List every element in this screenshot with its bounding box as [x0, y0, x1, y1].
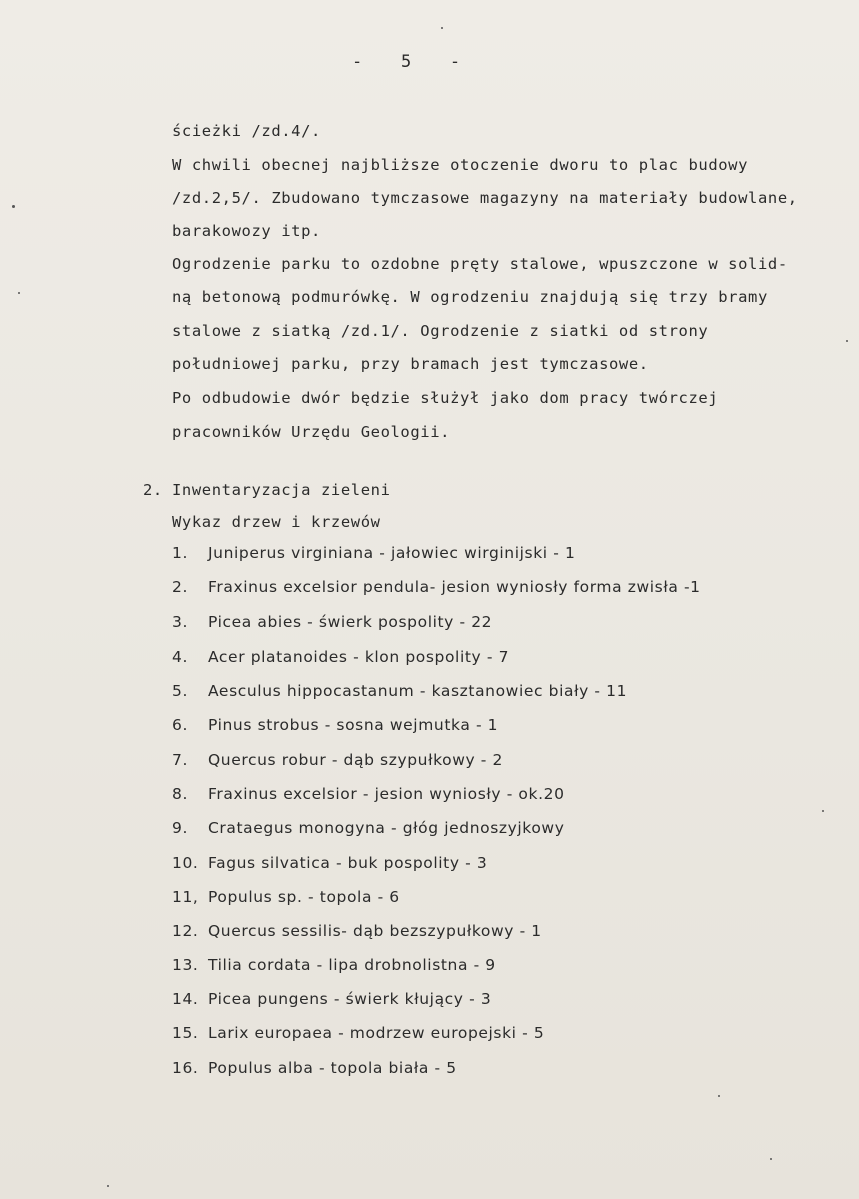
list-item-number: 9. — [172, 819, 188, 837]
paragraph-line: Po odbudowie dwór będzie służył jako dom pracy twórczej — [172, 389, 719, 407]
paragraph-line: ną betonową podmurówkę. W ogrodzeniu znajdują się trzy bramy — [172, 288, 768, 306]
list-item-number: 6. — [172, 716, 188, 734]
list-item-text: Juniperus virginiana - jałowiec wirginijski - 1 — [208, 544, 576, 562]
paper-speck — [18, 292, 20, 294]
paper-speck — [822, 810, 824, 812]
list-item-number: 13. — [172, 956, 199, 974]
list-item-text: Tilia cordata - lipa drobnolistna - 9 — [208, 956, 496, 974]
paper-speck — [441, 27, 443, 29]
list-item-text: Aesculus hippocastanum - kasztanowiec biały - 11 — [208, 682, 628, 700]
list-item — [172, 784, 565, 804]
list-item-text: Quercus robur - dąb szypułkowy - 2 — [208, 751, 503, 769]
list-item-number: 14. — [172, 990, 199, 1008]
list-item-number: 7. — [172, 751, 188, 769]
list-item-text: Acer platanoides - klon pospolity - 7 — [208, 648, 510, 666]
list-item-number: 1. — [172, 544, 188, 562]
list-item-text: Pinus strobus - sosna wejmutka - 1 — [208, 716, 499, 734]
list-item-number: 5. — [172, 682, 188, 700]
list-item-number: 4. — [172, 648, 188, 666]
list-item — [172, 989, 491, 1009]
section-subtitle: Wykaz drzew i krzewów — [172, 513, 381, 531]
list-item-text: Fraxinus excelsior - jesion wyniosły - ok.20 — [208, 785, 565, 803]
list-item-number: 16. — [172, 1059, 199, 1077]
list-item-text: Quercus sessilis- dąb bezszypułkowy - 1 — [208, 922, 542, 940]
list-item-text: Larix europaea - modrzew europejski - 5 — [208, 1024, 545, 1042]
paper-speck — [718, 1095, 720, 1097]
paper-speck — [846, 340, 848, 342]
list-item — [172, 921, 542, 941]
list-item-text: Fraxinus excelsior pendula- jesion wyniosły forma zwisła -1 — [208, 578, 701, 596]
paragraph-line: stalowe z siatką /zd.1/. Ogrodzenie z siatki od strony — [172, 322, 709, 340]
paragraph-line: barakowozy itp. — [172, 222, 321, 240]
section-number: 2. — [143, 481, 163, 499]
paragraph-line: /zd.2,5/. Zbudowano tymczasowe magazyny na materiały budowlane, — [172, 189, 798, 207]
list-item — [172, 818, 564, 838]
paper-speck — [770, 1158, 772, 1160]
list-item — [172, 1058, 457, 1078]
paper-speck — [12, 205, 15, 208]
list-item-number: 15. — [172, 1024, 199, 1042]
list-item-number: 11, — [172, 888, 199, 906]
list-item — [172, 715, 498, 735]
list-item — [172, 612, 492, 632]
list-item — [172, 853, 487, 873]
list-item-number: 3. — [172, 613, 188, 631]
list-item — [172, 543, 575, 563]
page-number: - 5 - — [352, 52, 463, 72]
paper-speck — [107, 1185, 109, 1187]
list-item-number: 2. — [172, 578, 188, 596]
list-item — [172, 887, 400, 907]
list-item-number: 12. — [172, 922, 199, 940]
list-item — [172, 577, 701, 597]
paragraph-line: ścieżki /zd.4/. — [172, 122, 321, 140]
paragraph-line: pracowników Urzędu Geologii. — [172, 423, 451, 441]
section-title: Inwentaryzacja zieleni — [172, 481, 391, 499]
paragraph-line: południowej parku, przy bramach jest tymczasowe. — [172, 355, 649, 373]
list-item — [172, 955, 496, 975]
list-item-text: Fagus silvatica - buk pospolity - 3 — [208, 854, 488, 872]
list-item-text: Picea pungens - świerk kłujący - 3 — [208, 990, 492, 1008]
list-item-text: Populus alba - topola biała - 5 — [208, 1059, 457, 1077]
list-item — [172, 1023, 544, 1043]
paragraph-line: W chwili obecnej najbliższe otoczenie dworu to plac budowy — [172, 156, 749, 174]
list-item-text: Populus sp. - topola - 6 — [208, 888, 400, 906]
list-item-text: Picea abies - świerk pospolity - 22 — [208, 613, 493, 631]
list-item — [172, 750, 503, 770]
list-item-number: 10. — [172, 854, 199, 872]
list-item-text: Crataegus monogyna - głóg jednoszyjkowy — [208, 819, 565, 837]
list-item — [172, 647, 509, 667]
list-item — [172, 681, 627, 701]
list-item-number: 8. — [172, 785, 188, 803]
paragraph-line: Ogrodzenie parku to ozdobne pręty stalowe, wpuszczone w solid- — [172, 255, 788, 273]
